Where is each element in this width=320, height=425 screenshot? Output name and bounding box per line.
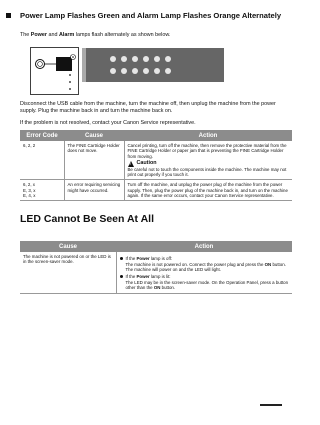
table-row: [20, 141, 292, 180]
led-section-title: LED Cannot Be Seen At All: [20, 213, 154, 225]
item2-power: Power: [136, 273, 150, 279]
square-bullet-icon: [6, 13, 11, 18]
warning-icon: [128, 161, 134, 167]
item1-detail: [126, 262, 290, 273]
power-lamp-icon: [36, 60, 45, 69]
intro-text: [20, 32, 292, 39]
header-cause: Cause: [20, 241, 116, 252]
led-table-header: [20, 241, 292, 252]
table-row: [20, 180, 292, 201]
error-action: Turn off the machine, and unplug the power plug of the machine from the power supply. Then, plug the power plug of the machine back in, and turn on the machine again. If the same error occurs, contact your Canon Service representative.: [124, 180, 292, 201]
intro-prefix: The: [20, 32, 31, 38]
section-heading: [6, 11, 294, 21]
item2-detail-a: The LED may be in the screen-saver mode. On the Operation Panel, press a button other than the: [125, 280, 289, 291]
operation-panel-illustration: [30, 47, 226, 95]
table-row: [20, 252, 292, 293]
error-code: 6, 2, 2: [20, 141, 64, 180]
item1-detail-b: button. The machine will power on and the LED will light.: [125, 261, 286, 273]
intro-alarm-word: Alarm: [58, 32, 75, 38]
alarm-lamp-icon: [56, 57, 72, 71]
item1-suffix: lamp is off:: [149, 255, 173, 261]
intro-suffix: lamps flash alternately as shown below.: [74, 32, 171, 38]
caution-label: Caution: [136, 160, 157, 167]
page-footer-bar: [260, 404, 282, 406]
item2-detail-b: button.: [160, 285, 176, 291]
led-action-cell: [116, 252, 292, 293]
intro-power-word: Power: [30, 32, 47, 38]
item2-suffix: lamp is lit:: [149, 273, 171, 279]
bullet-icon: [120, 257, 123, 260]
not-resolved-note: If the problem is not resolved, contact your Canon Service representative.: [20, 120, 196, 126]
list-item: [120, 274, 290, 279]
intro-and: and: [46, 32, 59, 38]
error-action-cell: [124, 141, 292, 180]
item2-detail: [126, 280, 290, 291]
item1-on: ON: [264, 261, 272, 267]
error-action: Cancel printing, turn off the machine, then remove the protective material from the FINE Cartridge Holder or paper jam that is preventing the FINE Cartridge Holder from moving.: [127, 143, 287, 159]
item2-prefix: If the: [125, 273, 137, 279]
error-table-header: [20, 130, 292, 141]
header-action: Action: [124, 130, 292, 141]
list-item: [120, 256, 290, 261]
caution-text: Be careful not to touch the components inside the machine. The machine may not print out properly if you touch it.: [127, 166, 287, 178]
error-table: [20, 130, 292, 201]
error-cause: The FINE Cartridge Holder does not move.: [64, 141, 124, 180]
error-code: 6, 2, x E, 3, x E, 4, x: [20, 180, 64, 201]
led-cause: The machine is not powered on or the LED is in the screen-saver mode.: [20, 252, 116, 293]
header-cause: Cause: [64, 130, 124, 141]
led-table: [20, 241, 292, 294]
item1-detail-a: The machine is not powered on. Connect the power plug and press the: [125, 261, 265, 267]
item2-on: ON: [153, 285, 161, 291]
item1-power: Power: [136, 255, 150, 261]
header-action: Action: [116, 241, 292, 252]
disconnect-instructions: Disconnect the USB cable from the machine, turn the machine off, then unplug the machine from the power supply. Plug the machine back in and turn the machine back on.: [20, 101, 276, 114]
section-title: Power Lamp Flashes Green and Alarm Lamp Flashes Orange Alternately: [20, 11, 282, 20]
header-error-code: Error Code: [20, 130, 64, 141]
item1-prefix: If the: [125, 255, 137, 261]
error-cause: An error requiring servicing might have occurred.: [64, 180, 124, 201]
panel-drawing: [30, 47, 226, 95]
bullet-icon: [120, 275, 123, 278]
